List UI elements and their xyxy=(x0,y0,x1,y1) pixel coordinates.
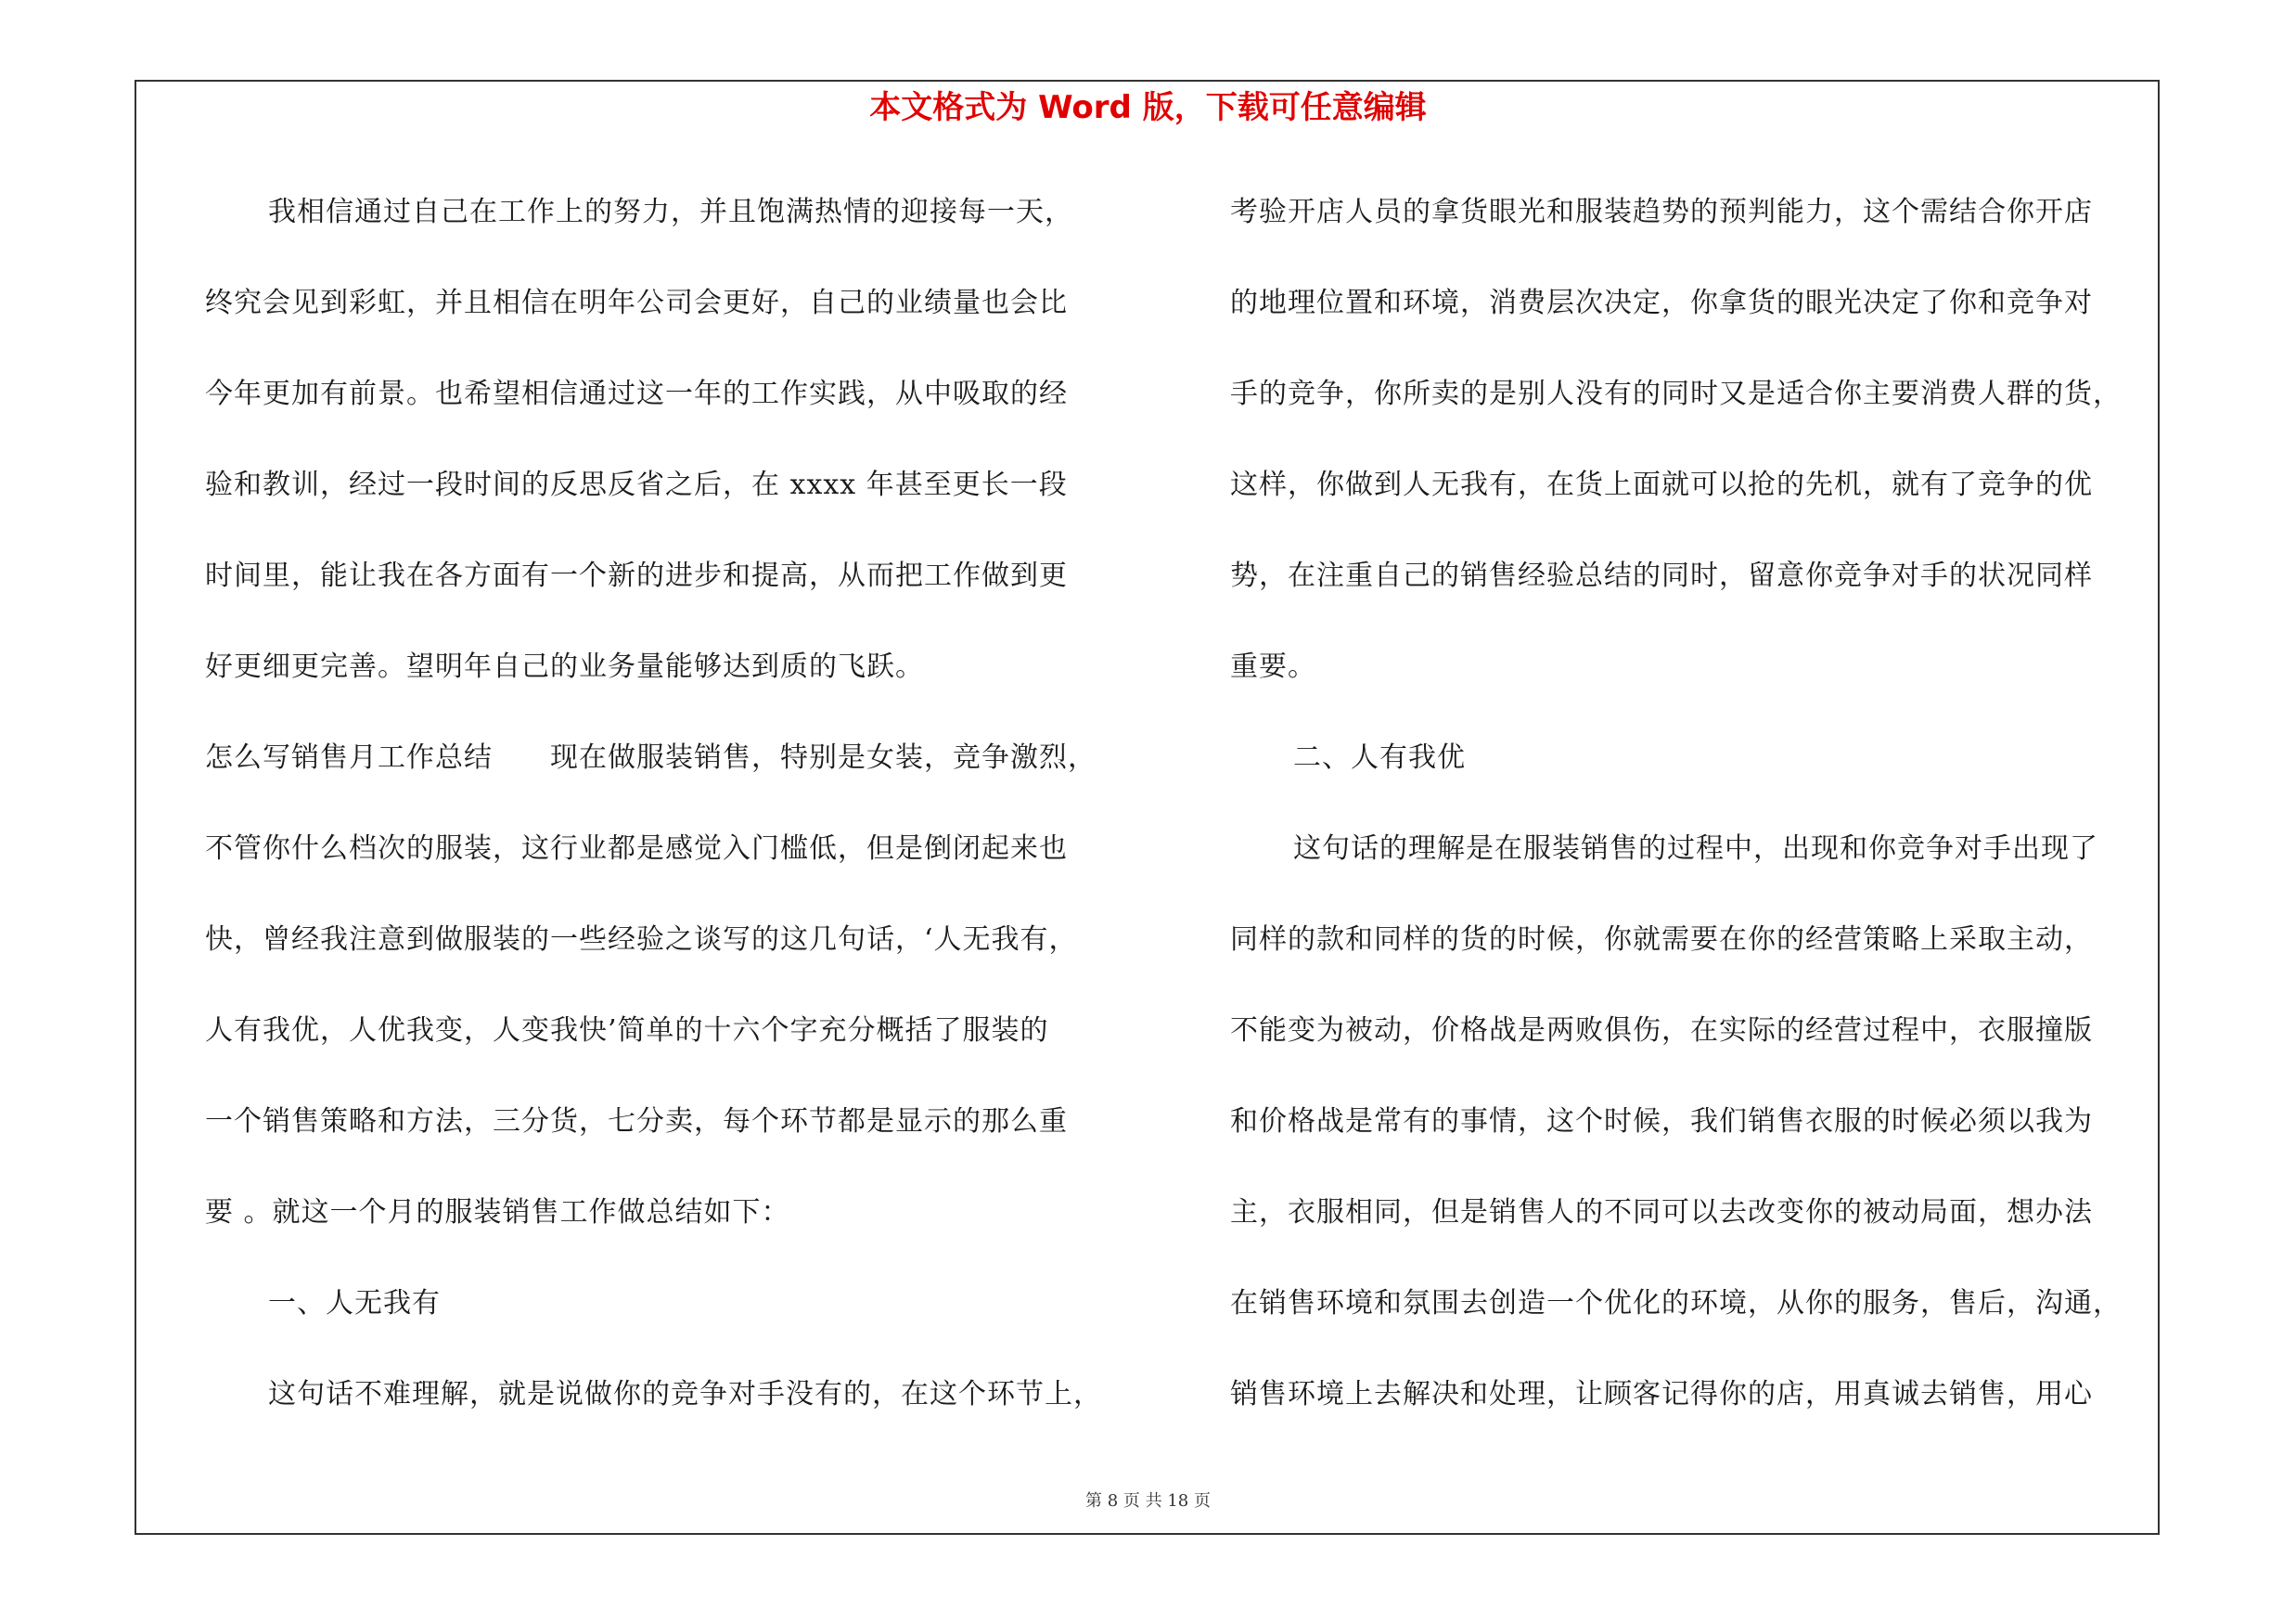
text-line: 怎么写销售月工作总结 现在做服装销售，特别是女装，竞争激烈， xyxy=(205,741,1097,774)
text-line: 二、人有我优 xyxy=(1293,741,1466,774)
text-line: 这句话不难理解，就是说做你的竞争对手没有的，在这个环节上， xyxy=(268,1378,1102,1410)
text-line: 一个销售策略和方法，三分货，七分卖，每个环节都是显示的那么重 xyxy=(205,1105,1068,1138)
text-line: 同样的款和同样的货的时候，你就需要在你的经营策略上采取主动， xyxy=(1230,923,2093,956)
text-line: 在销售环境和氛围去创造一个优化的环境，从你的服务，售后，沟通， xyxy=(1230,1287,2122,1320)
text-line: 的地理位置和环境，消费层次决定，你拿货的眼光决定了你和竞争对 xyxy=(1230,287,2093,319)
text-line: 手的竞争，你所卖的是别人没有的同时又是适合你主要消费人群的货， xyxy=(1230,378,2122,410)
text-line: 这句话的理解是在服装销售的过程中，出现和你竞争对手出现了 xyxy=(1293,832,2098,865)
text-line: 考验开店人员的拿货眼光和服装趋势的预判能力，这个需结合你开店 xyxy=(1230,196,2093,228)
text-line: 今年更加有前景。也希望相信通过这一年的工作实践，从中吸取的经 xyxy=(205,378,1068,410)
text-line: 这样，你做到人无我有，在货上面就可以抢的先机，就有了竞争的优 xyxy=(1230,469,2093,501)
right-column xyxy=(1230,184,2186,1457)
text-line: 人有我优，人优我变，人变我快’简单的十六个字充分概括了服装的 xyxy=(205,1014,1049,1047)
text-line: 一、人无我有 xyxy=(268,1287,441,1320)
text-line: 要 。就这一个月的服装销售工作做总结如下： xyxy=(205,1196,790,1229)
text-line: 重要。 xyxy=(1230,650,1316,683)
text-line: 验和教训，经过一段时间的反思反省之后，在 xxxx 年甚至更长一段 xyxy=(205,469,1068,501)
left-column xyxy=(205,184,1133,1457)
text-line: 势，在注重自己的销售经验总结的同时，留意你竞争对手的状况同样 xyxy=(1230,560,2093,592)
text-line: 销售环境上去解决和处理，让顾客记得你的店，用真诚去销售，用心 xyxy=(1230,1378,2093,1410)
format-banner: 本文格式为 Word 版，下载可任意编辑 xyxy=(869,89,1427,126)
page-number-footer: 第 8 页 共 18 页 xyxy=(1085,1491,1211,1511)
text-line: 好更细更完善。望明年自己的业务量能够达到质的飞跃。 xyxy=(205,650,924,683)
text-line: 不能变为被动，价格战是两败俱伤，在实际的经营过程中，衣服撞版 xyxy=(1230,1014,2093,1047)
text-line: 主，衣服相同，但是销售人的不同可以去改变你的被动局面，想办法 xyxy=(1230,1196,2093,1229)
text-line: 我相信通过自己在工作上的努力，并且饱满热情的迎接每一天， xyxy=(268,196,1073,228)
text-line: 时间里，能让我在各方面有一个新的进步和提高，从而把工作做到更 xyxy=(205,560,1068,592)
text-line: 快，曾经我注意到做服装的一些经验之谈写的这几句话，‘人无我有， xyxy=(205,923,1078,956)
text-line: 不管你什么档次的服装，这行业都是感觉入门槛低，但是倒闭起来也 xyxy=(205,832,1068,865)
text-line: 终究会见到彩虹，并且相信在明年公司会更好，自己的业绩量也会比 xyxy=(205,287,1068,319)
text-line: 和价格战是常有的事情，这个时候，我们销售衣服的时候必须以我为 xyxy=(1230,1105,2093,1138)
